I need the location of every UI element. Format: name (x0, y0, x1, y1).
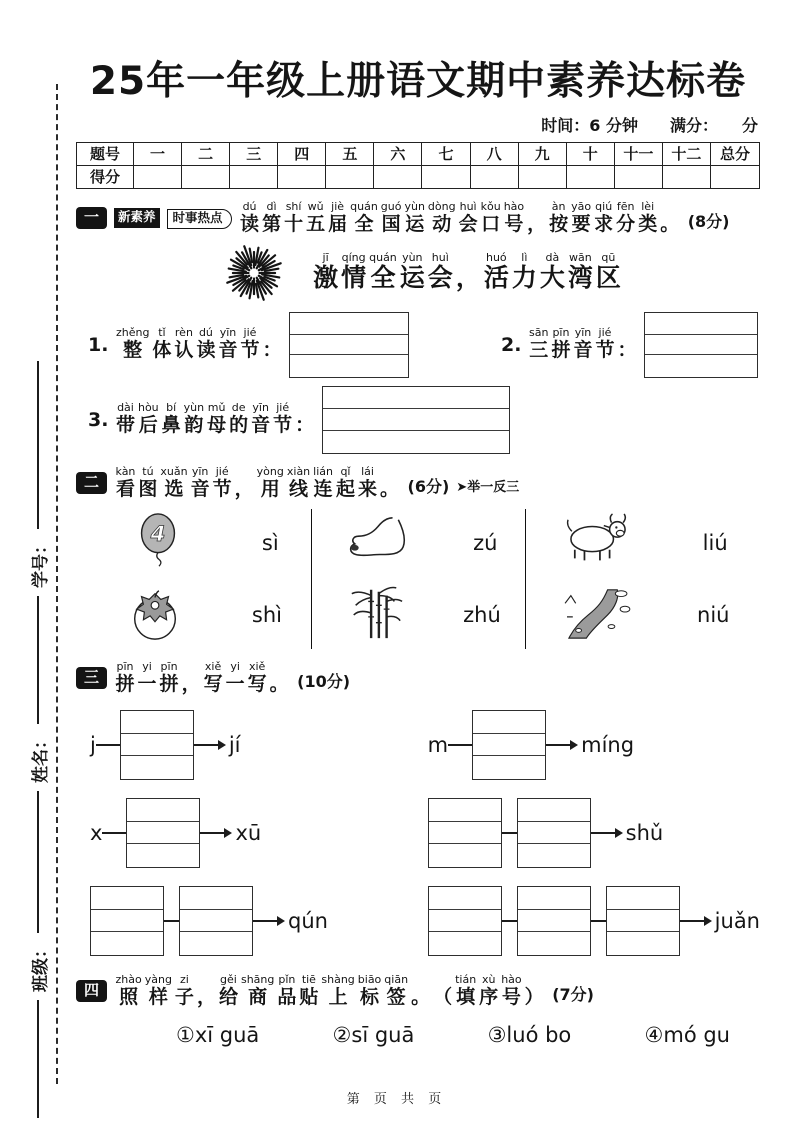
pinyin-spelling-exercise (90, 880, 428, 962)
page-footer: 第 页 共 页 (346, 1092, 447, 1107)
score-input-cell[interactable] (662, 165, 710, 188)
score-table-header-cell: 十 (566, 142, 614, 165)
pinyin-write-box[interactable] (606, 886, 680, 956)
student-info-label: 班级： (30, 941, 51, 992)
answer-box-sanpin[interactable] (644, 312, 758, 378)
pinyin-initial: m (427, 732, 449, 757)
label-option[interactable]: ③luó bo (487, 1022, 572, 1047)
seal-dashed-line (56, 84, 58, 1084)
pinyin-spelling-exercise (428, 880, 760, 962)
pinyin-spelling-exercise (90, 792, 428, 874)
fill-in-line[interactable] (37, 791, 39, 933)
syllable-option[interactable]: zú (473, 530, 498, 555)
section4-score: (7分) (552, 984, 594, 1004)
tag-juyifansan: ➤举一反三 (456, 479, 520, 495)
score-input-cell[interactable] (566, 165, 614, 188)
connector-line (502, 920, 517, 922)
section4-header (76, 974, 760, 1009)
pinyin-write-box[interactable] (517, 798, 591, 868)
pinyin-result: xū (235, 820, 262, 845)
score-input-cell[interactable] (182, 165, 230, 188)
pinyin-write-box[interactable] (126, 798, 200, 868)
section4-title: 照zhào样yàng子zi， 给gěi商shāng品pǐn贴tiē上shàng标biāo签qiān。 （ 填tián序xù号hào） (115, 972, 544, 1008)
score-table-header-cell: 四 (278, 142, 326, 165)
pinyin-write-box[interactable] (90, 886, 164, 956)
score-input-cell[interactable] (134, 165, 182, 188)
score-input-cell[interactable] (230, 165, 278, 188)
pinyin-result: qún (288, 908, 328, 933)
score-input-cell[interactable] (422, 165, 470, 188)
score-table-header-cell: 一 (134, 142, 182, 165)
item-number: 3. (88, 408, 109, 431)
match-cell (86, 583, 311, 647)
item-label: 整zhěng体tǐ认rèn读dú音yīn节jié： (115, 326, 282, 362)
river-image (556, 584, 636, 646)
match-cell (312, 583, 525, 647)
section3-number-badge: 三 (76, 667, 107, 689)
connector-line (502, 832, 517, 834)
section1-items-row2 (88, 386, 758, 454)
syllable-option[interactable]: liú (702, 530, 728, 555)
connector-line (96, 744, 120, 746)
syllable-option[interactable]: niú (697, 602, 730, 627)
match-cell (526, 511, 760, 575)
match-cell (526, 583, 760, 647)
fill-in-line[interactable] (37, 361, 39, 529)
games-slogan-row (76, 240, 760, 306)
pinyin-write-box[interactable] (517, 886, 591, 956)
match-column (525, 509, 760, 649)
item-number: 2. (501, 333, 522, 356)
pinyin-write-box[interactable] (428, 798, 502, 868)
pinyin-write-box[interactable] (472, 710, 546, 780)
section2-score: (6分) (407, 476, 450, 496)
score-input-cell[interactable] (711, 165, 760, 188)
games-slogan: 激jī情qíng全quán运yùn会huì， 活huó力lì大dà湾wān区qū (313, 250, 621, 292)
connector-line (102, 832, 126, 834)
pinyin-result: juǎn (714, 908, 760, 933)
tag-shishiredian: 时事热点 (167, 209, 232, 229)
score-input-cell[interactable] (326, 165, 374, 188)
label-option[interactable]: ①xī guā (176, 1022, 260, 1047)
syllable-option[interactable]: shì (251, 602, 283, 627)
student-info-label: 学号： (30, 537, 51, 588)
label-option[interactable]: ④mó gu (644, 1022, 730, 1047)
syllable-option[interactable]: zhú (463, 602, 501, 627)
section2-number-badge: 二 (76, 472, 107, 494)
pinyin-result: shǔ (625, 820, 664, 845)
page-title: 25年一年级上册语文期中素养达标卷 (89, 59, 747, 104)
match-cell (312, 511, 525, 575)
section1-header (76, 201, 760, 236)
fill-in-line[interactable] (37, 596, 39, 724)
section4-number-badge: 四 (76, 980, 107, 1002)
arrow-right-icon (591, 832, 621, 834)
match-column (86, 509, 311, 649)
section2-header (76, 466, 760, 501)
score-table-header-cell: 七 (422, 142, 470, 165)
connector-line (164, 920, 179, 922)
pinyin-spelling-exercise (90, 704, 428, 786)
item-label: 带dài后hòu鼻bí韵yùn母mǔ的de音yīn节jié： (115, 401, 315, 437)
arrow-right-icon (253, 920, 283, 922)
section3-score: (10分) (297, 671, 351, 691)
section1-number-badge: 一 (76, 207, 107, 229)
score-table (76, 142, 760, 189)
section1-items-row1 (88, 312, 758, 378)
section3-header (76, 661, 760, 696)
score-table-header-cell: 三 (230, 142, 278, 165)
section1-item-2 (501, 312, 758, 378)
score-table-header-cell: 二 (182, 142, 230, 165)
score-table-header-cell: 八 (470, 142, 518, 165)
student-info-label: 姓名： (30, 732, 51, 783)
balloon-4-image (118, 512, 198, 574)
item-number: 1. (88, 333, 109, 356)
score-input-cell[interactable] (374, 165, 422, 188)
pinyin-result: míng (581, 732, 635, 757)
pinyin-spelling-exercise (428, 792, 760, 874)
score-table-header-cell: 总分 (711, 142, 760, 165)
item-label: 三sān拼pīn音yīn节jié： (528, 326, 637, 362)
match-column (311, 509, 525, 649)
score-table-header-cell: 五 (326, 142, 374, 165)
main-content (76, 0, 760, 1047)
answer-box-houbi[interactable] (322, 386, 510, 454)
cow-image (558, 512, 638, 574)
pinyin-initial: j (90, 732, 96, 757)
pinyin-write-box[interactable] (120, 710, 194, 780)
score-input-cell[interactable] (518, 165, 566, 188)
pinyin-write-box[interactable] (179, 886, 253, 956)
score-table-header-cell: 十一 (614, 142, 662, 165)
score-input-cell[interactable] (614, 165, 662, 188)
arrow-right-icon (194, 744, 224, 746)
score-table-header-cell: 九 (518, 142, 566, 165)
time-score-info: 时间：6 分钟 满分： 分 (541, 115, 758, 135)
pinyin-spelling-exercise (428, 704, 760, 786)
section2-title: 看kàn图tú选xuǎn音yīn节jié， 用yòng线xiàn连lián起qǐ来lái。 (115, 464, 400, 500)
syllable-option[interactable]: sì (261, 530, 279, 555)
score-table-header-cell: 题号 (77, 142, 134, 165)
connector-line (448, 744, 472, 746)
answer-box-zhengti[interactable] (289, 312, 409, 378)
section3-title: 拼pīn一yi拼pīn， 写xiě一yi写xiě。 (115, 659, 289, 695)
label-options-row (176, 1023, 730, 1047)
matching-grid (86, 509, 760, 649)
arrow-right-icon (200, 832, 230, 834)
pinyin-exercise-grid (90, 704, 760, 962)
student-info-strip (25, 138, 51, 1118)
bamboo-image (335, 584, 415, 646)
pinyin-result: jí (228, 732, 241, 757)
tag-new-suyang: 新素养 (114, 208, 160, 228)
match-cell (86, 511, 311, 575)
pinyin-write-box[interactable] (428, 886, 502, 956)
persimmon-image (115, 584, 195, 646)
score-table-header-cell: 十二 (662, 142, 710, 165)
foot-image (339, 512, 419, 574)
score-table-header-cell: 六 (374, 142, 422, 165)
label-option[interactable]: ②sī guā (332, 1022, 415, 1047)
section1-score: (8分) (687, 211, 730, 231)
section1-item-3 (88, 386, 510, 454)
score-input-cell[interactable] (278, 165, 326, 188)
arrow-right-icon (546, 744, 576, 746)
svg-text:4: 4 (150, 521, 166, 547)
national-games-emblem-icon (214, 240, 294, 306)
section1-item-1 (88, 312, 409, 378)
section1-title: 读dú第dì十shí五wǔ届jiè全quán国guó运yùn动dòng会huì口kǒu号hào， 按àn要yāo求qiú分fēn类lèi。 (240, 199, 680, 235)
pinyin-initial: x (90, 820, 103, 845)
connector-line (591, 920, 606, 922)
score-row-label: 得分 (77, 165, 134, 188)
score-input-cell[interactable] (470, 165, 518, 188)
arrow-right-icon (680, 920, 710, 922)
